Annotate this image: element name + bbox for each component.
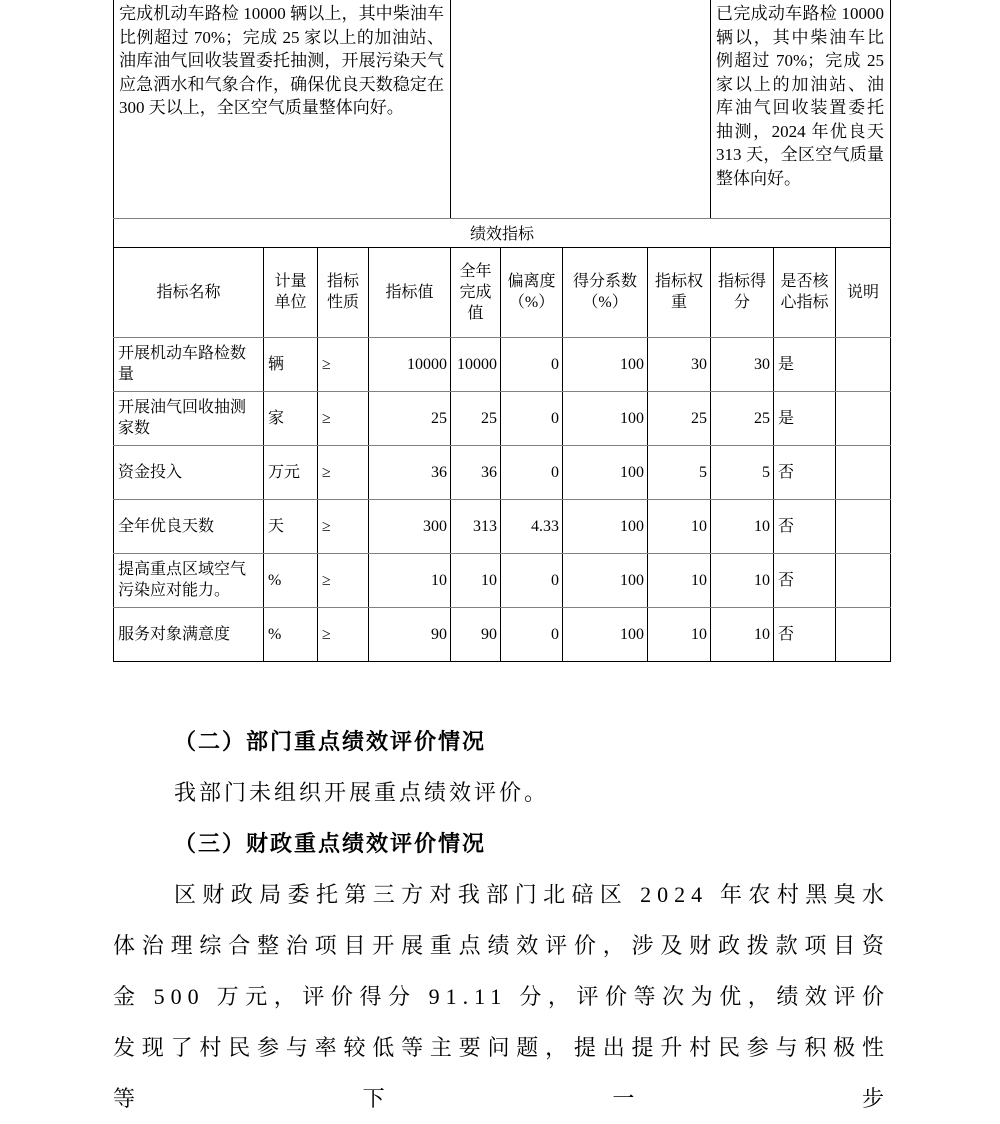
deviation-cell: 0 bbox=[501, 337, 563, 391]
col-header-target-value: 指标值 bbox=[369, 247, 451, 337]
target-value-cell: 90 bbox=[369, 607, 451, 661]
indicator-name-cell: 资金投入 bbox=[114, 445, 264, 499]
completed-value-cell: 90 bbox=[451, 607, 501, 661]
note-cell bbox=[836, 607, 891, 661]
col-header-completed-value: 全年完成值 bbox=[451, 247, 501, 337]
deviation-cell: 0 bbox=[501, 391, 563, 445]
target-value-cell: 10 bbox=[369, 553, 451, 607]
score-cell: 30 bbox=[711, 337, 774, 391]
core-indicator-cell: 是 bbox=[774, 337, 836, 391]
completed-value-cell: 313 bbox=[451, 499, 501, 553]
deviation-cell: 0 bbox=[501, 445, 563, 499]
unit-cell: % bbox=[264, 553, 318, 607]
indicator-name-cell: 全年优良天数 bbox=[114, 499, 264, 553]
indicator-name-cell: 开展油气回收抽测家数 bbox=[114, 391, 264, 445]
col-header-note: 说明 bbox=[836, 247, 891, 337]
core-indicator-cell: 否 bbox=[774, 553, 836, 607]
continued-cell-right: 已完成动车路检 10000 辆以，其中柴油车比例超过 70%；完成 25 家以上的加油站、油库油气回收装置委托抽测，2024 年优良天 313 天，全区空气质量整体向好。 bbox=[711, 0, 891, 218]
weight-cell: 5 bbox=[648, 445, 711, 499]
continued-table-row bbox=[114, 0, 891, 218]
completed-value-cell: 10000 bbox=[451, 337, 501, 391]
score-coefficient-cell: 100 bbox=[563, 553, 648, 607]
deviation-cell: 0 bbox=[501, 553, 563, 607]
note-cell bbox=[836, 499, 891, 553]
col-header-unit: 计量单位 bbox=[264, 247, 318, 337]
section-title-row bbox=[114, 218, 891, 247]
nature-cell: ≥ bbox=[318, 607, 369, 661]
score-coefficient-cell: 100 bbox=[563, 391, 648, 445]
weight-cell: 10 bbox=[648, 607, 711, 661]
indicator-name-cell: 提高重点区域空气污染应对能力。 bbox=[114, 553, 264, 607]
table-row bbox=[114, 553, 891, 607]
score-cell: 10 bbox=[711, 607, 774, 661]
nature-cell: ≥ bbox=[318, 499, 369, 553]
score-cell: 10 bbox=[711, 499, 774, 553]
col-header-nature: 指标性质 bbox=[318, 247, 369, 337]
table-row bbox=[114, 337, 891, 391]
table-row bbox=[114, 391, 891, 445]
core-indicator-cell: 是 bbox=[774, 391, 836, 445]
paragraph-section-2: 我部门未组织开展重点绩效评价。 bbox=[174, 780, 550, 805]
paragraph-section-3: 区财政局委托第三方对我部门北碚区 2024 年农村黑臭水体治理综合整治项目开展重点绩效评价，涉及财政拨款项目资金 500 万元，评价得分 91.11 分，评价等次为优，绩效评价发现了村民参与率较低等主要问题，提出提升村民参与积极性等下一步 bbox=[113, 882, 890, 1111]
note-cell bbox=[836, 337, 891, 391]
core-indicator-cell: 否 bbox=[774, 499, 836, 553]
unit-cell: 家 bbox=[264, 391, 318, 445]
col-header-indicator-name: 指标名称 bbox=[114, 247, 264, 337]
score-coefficient-cell: 100 bbox=[563, 607, 648, 661]
core-indicator-cell: 否 bbox=[774, 445, 836, 499]
table-row bbox=[114, 607, 891, 661]
target-value-cell: 10000 bbox=[369, 337, 451, 391]
indicator-name-cell: 服务对象满意度 bbox=[114, 607, 264, 661]
target-value-cell: 300 bbox=[369, 499, 451, 553]
score-cell: 10 bbox=[711, 553, 774, 607]
col-header-score-coefficient: 得分系数（%） bbox=[563, 247, 648, 337]
note-cell bbox=[836, 445, 891, 499]
section-heading-3: （三）财政重点绩效评价情况 bbox=[174, 831, 487, 856]
col-header-deviation: 偏离度（%） bbox=[501, 247, 563, 337]
completed-value-cell: 36 bbox=[451, 445, 501, 499]
nature-cell: ≥ bbox=[318, 445, 369, 499]
score-cell: 5 bbox=[711, 445, 774, 499]
unit-cell: % bbox=[264, 607, 318, 661]
section-title: 绩效指标 bbox=[114, 218, 891, 247]
table-row bbox=[114, 445, 891, 499]
nature-cell: ≥ bbox=[318, 337, 369, 391]
unit-cell: 天 bbox=[264, 499, 318, 553]
weight-cell: 30 bbox=[648, 337, 711, 391]
section-heading-2: （二）部门重点绩效评价情况 bbox=[174, 729, 487, 754]
unit-cell: 辆 bbox=[264, 337, 318, 391]
weight-cell: 25 bbox=[648, 391, 711, 445]
weight-cell: 10 bbox=[648, 553, 711, 607]
continued-cell-left: 完成机动车路检 10000 辆以上，其中柴油车比例超过 70%；完成 25 家以上的加油站、油库油气回收装置委托抽测，开展污染天气应急洒水和气象合作，确保优良天数稳定在 300 天以上，全区空气质量整体向好。 bbox=[114, 0, 451, 218]
core-indicator-cell: 否 bbox=[774, 607, 836, 661]
score-coefficient-cell: 100 bbox=[563, 445, 648, 499]
deviation-cell: 0 bbox=[501, 607, 563, 661]
document-body-text bbox=[113, 716, 890, 1124]
continued-cell-middle bbox=[451, 0, 711, 218]
weight-cell: 10 bbox=[648, 499, 711, 553]
performance-indicators-table bbox=[113, 0, 891, 662]
score-cell: 25 bbox=[711, 391, 774, 445]
deviation-cell: 4.33 bbox=[501, 499, 563, 553]
score-coefficient-cell: 100 bbox=[563, 499, 648, 553]
score-coefficient-cell: 100 bbox=[563, 337, 648, 391]
completed-value-cell: 25 bbox=[451, 391, 501, 445]
target-value-cell: 25 bbox=[369, 391, 451, 445]
indicator-name-cell: 开展机动车路检数量 bbox=[114, 337, 264, 391]
col-header-score: 指标得分 bbox=[711, 247, 774, 337]
nature-cell: ≥ bbox=[318, 391, 369, 445]
unit-cell: 万元 bbox=[264, 445, 318, 499]
col-header-core-indicator: 是否核心指标 bbox=[774, 247, 836, 337]
table-header-row bbox=[114, 247, 891, 337]
nature-cell: ≥ bbox=[318, 553, 369, 607]
col-header-weight: 指标权重 bbox=[648, 247, 711, 337]
note-cell bbox=[836, 553, 891, 607]
note-cell bbox=[836, 391, 891, 445]
target-value-cell: 36 bbox=[369, 445, 451, 499]
completed-value-cell: 10 bbox=[451, 553, 501, 607]
table-row bbox=[114, 499, 891, 553]
